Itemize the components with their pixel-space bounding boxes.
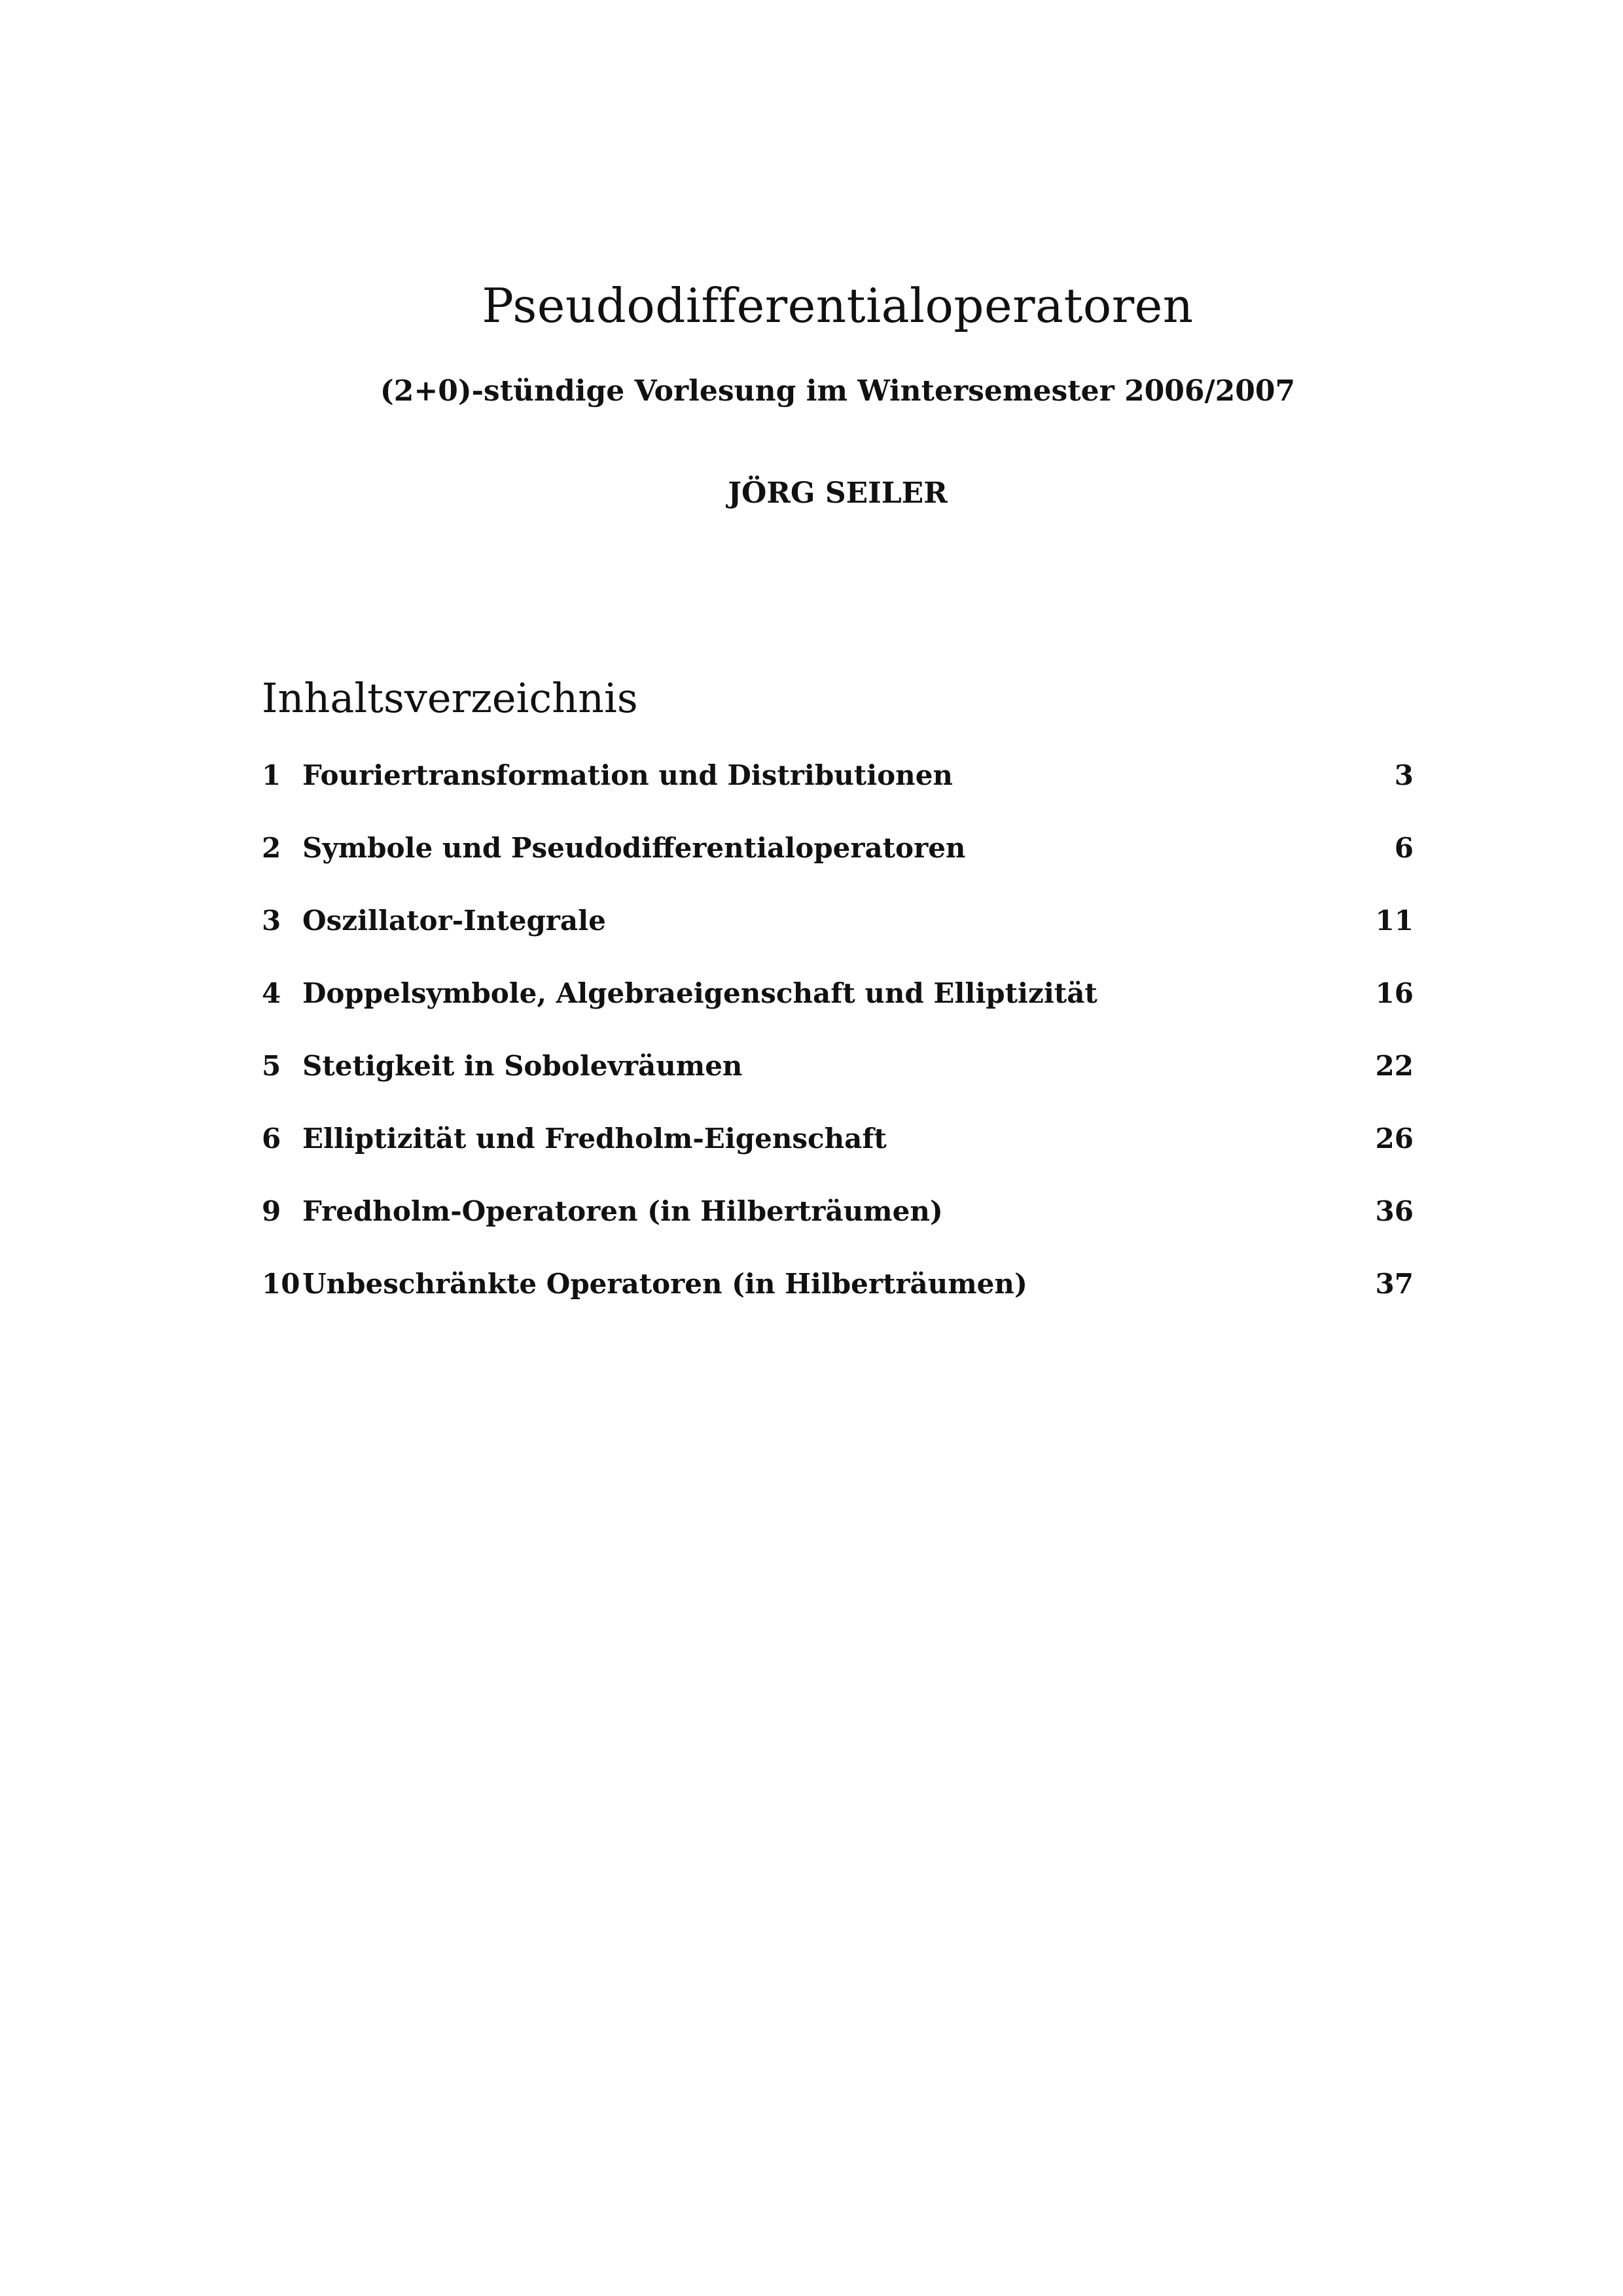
toc-entry-title: Fredholm-Operatoren (in Hilberträumen) — [302, 1195, 943, 1227]
toc-entry[interactable] — [262, 1268, 1414, 1340]
toc-entry-title: Oszillator-Integrale — [302, 905, 606, 937]
toc-entry-page: 26 — [1375, 1122, 1414, 1155]
toc-entry[interactable] — [262, 759, 1414, 832]
toc-entry-number: 6 — [262, 1122, 281, 1155]
toc-entry-page: 6 — [1394, 832, 1414, 864]
document-author: JÖRG SEILER — [728, 476, 948, 510]
toc-entry-number: 4 — [262, 977, 281, 1009]
toc-entry-title: Elliptizität und Fredholm-Eigenschaft — [302, 1122, 887, 1155]
toc-entry-number: 10 — [262, 1268, 300, 1300]
toc-entry[interactable] — [262, 832, 1414, 905]
document-title: Pseudodifferentialoperatoren — [482, 278, 1194, 333]
toc-heading: Inhaltsverzeichnis — [262, 674, 638, 722]
toc-entry-number: 1 — [262, 759, 281, 791]
toc-entry-page: 3 — [1394, 759, 1414, 791]
toc-entry-title: Stetigkeit in Sobolevräumen — [302, 1050, 743, 1082]
toc-entry-page: 22 — [1375, 1050, 1414, 1082]
toc-entry[interactable] — [262, 1195, 1414, 1268]
toc-entry[interactable] — [262, 1122, 1414, 1195]
toc-entry-number: 2 — [262, 832, 281, 864]
toc-entry-title: Fouriertransformation und Distributionen — [302, 759, 953, 791]
toc-entry[interactable] — [262, 905, 1414, 977]
toc-entry-title: Unbeschränkte Operatoren (in Hilberträumen) — [302, 1268, 1027, 1300]
toc-entry-page: 16 — [1375, 977, 1414, 1009]
toc-entry-number: 5 — [262, 1050, 281, 1082]
table-of-contents — [262, 759, 1414, 1340]
toc-entry-page: 36 — [1375, 1195, 1414, 1227]
toc-entry-number: 3 — [262, 905, 281, 937]
toc-entry-title: Doppelsymbole, Algebraeigenschaft und Elliptizität — [302, 977, 1097, 1009]
toc-entry-page: 11 — [1375, 905, 1414, 937]
toc-entry-title: Symbole und Pseudodifferentialoperatoren — [302, 832, 966, 864]
toc-entry[interactable] — [262, 1050, 1414, 1122]
toc-entry-page: 37 — [1375, 1268, 1414, 1300]
document-subtitle: (2+0)-stündige Vorlesung im Wintersemester 2006/2007 — [380, 374, 1296, 408]
toc-entry[interactable] — [262, 977, 1414, 1050]
toc-entry-number: 9 — [262, 1195, 281, 1227]
